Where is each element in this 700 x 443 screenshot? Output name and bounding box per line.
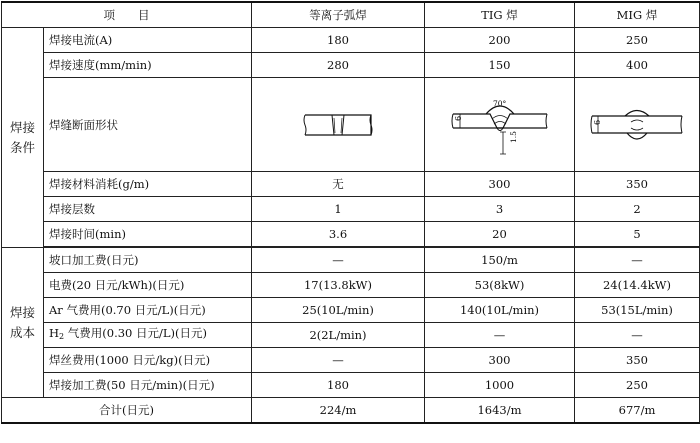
row-power (2, 273, 700, 298)
label-hydrogen-sub: 2 (59, 332, 65, 341)
mig-weld-section-figure (589, 104, 685, 146)
label-bevel: 坡口加工费(日元) (44, 248, 252, 273)
time-tig: 20 (425, 222, 575, 247)
current-plasma: 180 (252, 28, 425, 53)
label-total: 合计(日元) (2, 398, 252, 424)
plasma-weld-section-figure (303, 113, 373, 137)
material-tig: 300 (425, 172, 575, 197)
power-plasma: 17(13.8kW) (252, 273, 425, 298)
row-material (2, 172, 700, 197)
header-tig: TIG 焊 (425, 2, 575, 28)
header-row (2, 2, 700, 28)
label-wire: 焊丝费用(1000 日元/kg)(日元) (44, 348, 252, 373)
speed-tig: 150 (425, 53, 575, 78)
section-tig (425, 78, 575, 172)
material-plasma: 无 (252, 172, 425, 197)
row-total (2, 398, 700, 424)
section-mig (575, 78, 700, 172)
header-plasma: 等离子弧焊 (252, 2, 425, 28)
group-conditions-line1: 焊接 (9, 119, 35, 135)
tig-angle-label: 70° (492, 98, 506, 108)
row-time (2, 222, 700, 247)
current-tig: 200 (425, 28, 575, 53)
tig-thickness-label: 6 (453, 115, 463, 121)
group-conditions-line2: 条件 (9, 139, 35, 155)
bevel-tig: 150/m (425, 248, 575, 273)
row-section-shape (2, 78, 700, 172)
material-mig: 350 (575, 172, 700, 197)
hydrogen-plasma: 2(2L/min) (252, 323, 425, 348)
speed-plasma: 280 (252, 53, 425, 78)
hydrogen-tig: — (425, 323, 575, 348)
label-section-shape: 焊缝断面形状 (44, 78, 252, 172)
label-hydrogen (44, 323, 252, 348)
label-argon: Ar 气费用(0.70 日元/L)(日元) (44, 298, 252, 323)
bevel-plasma: — (252, 248, 425, 273)
header-item: 项 目 (2, 2, 252, 28)
label-layers: 焊接层数 (44, 197, 252, 222)
argon-plasma: 25(10L/min) (252, 298, 425, 323)
row-wire (2, 348, 700, 373)
bevel-mig: — (575, 248, 700, 273)
total-mig: 677/m (575, 398, 700, 424)
tig-weld-section-figure (450, 94, 550, 156)
row-current (2, 28, 700, 53)
wire-plasma: — (252, 348, 425, 373)
wire-mig: 350 (575, 348, 700, 373)
label-current: 焊接电流(A) (44, 28, 252, 53)
label-hydrogen-h: H (49, 326, 60, 340)
layers-mig: 2 (575, 197, 700, 222)
power-tig: 53(8kW) (425, 273, 575, 298)
mig-thickness-label: 6 (593, 119, 602, 125)
row-hydrogen (2, 323, 700, 348)
label-hydrogen-rest: 气费用(0.30 日元/L)(日元) (64, 326, 207, 340)
group-cost-line2: 成本 (9, 324, 35, 340)
argon-mig: 53(15L/min) (575, 298, 700, 323)
section-plasma (252, 78, 425, 172)
processing-mig: 250 (575, 373, 700, 398)
speed-mig: 400 (575, 53, 700, 78)
argon-tig: 140(10L/min) (425, 298, 575, 323)
row-speed (2, 53, 700, 78)
tig-root-label: 1.5 (508, 130, 518, 143)
group-conditions (2, 28, 44, 248)
group-cost (2, 248, 44, 398)
time-plasma: 3.6 (252, 222, 425, 247)
row-argon (2, 298, 700, 323)
power-mig: 24(14.4kW) (575, 273, 700, 298)
header-mig: MIG 焊 (575, 2, 700, 28)
row-layers (2, 197, 700, 222)
label-material: 焊接材料消耗(g/m) (44, 172, 252, 197)
welding-comparison-table (1, 1, 700, 424)
label-processing: 焊接加工费(50 日元/min)(日元) (44, 373, 252, 398)
total-plasma: 224/m (252, 398, 425, 424)
hydrogen-mig: — (575, 323, 700, 348)
row-processing (2, 373, 700, 398)
label-power: 电费(20 日元/kWh)(日元) (44, 273, 252, 298)
total-tig: 1643/m (425, 398, 575, 424)
processing-plasma: 180 (252, 373, 425, 398)
group-cost-line1: 焊接 (9, 304, 35, 320)
label-speed: 焊接速度(mm/min) (44, 53, 252, 78)
processing-tig: 1000 (425, 373, 575, 398)
wire-tig: 300 (425, 348, 575, 373)
time-mig: 5 (575, 222, 700, 247)
layers-tig: 3 (425, 197, 575, 222)
layers-plasma: 1 (252, 197, 425, 222)
current-mig: 250 (575, 28, 700, 53)
row-bevel (2, 248, 700, 273)
label-time: 焊接时间(min) (44, 222, 252, 247)
